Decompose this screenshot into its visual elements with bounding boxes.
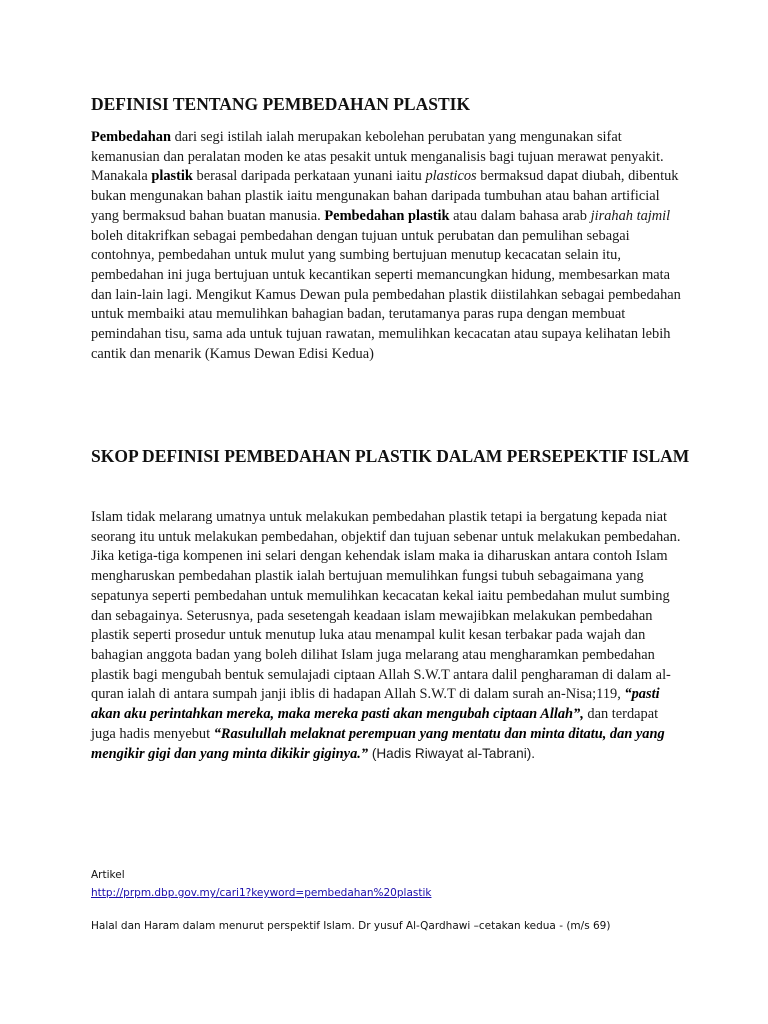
text-run: bermaksud dapat diubah, dibentuk bukan mengunakan bahan plastik iaitu mengunakan bahan daripada tumbuhan atau bahan artificial yang bermaksud bahan buatan manusia. (91, 168, 679, 224)
text-run: Islam tidak melarang umatnya untuk melakukan pembedahan plastik tetapi ia bergatung kepada niat seorang itu untuk melakukan pembedahan, objektif dan tujuan sebenar untuk melakukan pembedahan. Jika ketiga-tiga kompenen ini selari dengan kehendak islam maka ia diharuskan antara contoh Islam mengharuskan pembedahan plastik ialah bertujuan memulihkan fungsi tubuh sebagaimana yang sepatunya seperti pembedahan untuk memulihkan kecacatan kekal iaitu pembedahan mulut sumbing dan sebagainya. Seterusnya, pada sesetengah keadaan islam mewajibkan melakukan pembedahan plastik seperti prosedur untuk menutup luka atau menampal kulit kesan terbakar pada wajah dan bahagian anggota badan yang boleh dilihat Islam juga melarang atau mengharamkan pembedahan plastik bagi mengubah bentuk semulajadi ciptaan Allah S.W.T antara dalil pengharaman di dalam al-quran ialah di antara sumpah janji iblis di hadapan Allah S.W.T di dalam surah an-Nisa;119, (91, 509, 681, 703)
section-heading-skop (91, 444, 691, 469)
text-run: berasal daripada perkataan yunani iaitu (192, 168, 426, 185)
text-run: plastik (151, 168, 193, 185)
reference-link[interactable]: http://prpm.dbp.gov.my/cari1?keyword=pembedahan%20plastik (91, 887, 432, 899)
heading-line: SKOP DEFINISI PEMBEDAHAN PLASTIK DALAM PERSEPEKTIF ISLAM (91, 446, 690, 466)
text-run: dan terdapat juga hadis menyebut (91, 706, 659, 742)
paragraph-definisi (91, 128, 681, 364)
text-run: plasticos (425, 168, 477, 185)
text-run: “Rasulullah melaknat perempuan yang mentatu dan minta ditatu, dan yang mengikir gigi dan yang minta dikikir giginya.” (91, 725, 665, 763)
text-run: atau dalam bahasa arab (449, 207, 591, 224)
text-run: boleh ditakrifkan sebagai pembedahan dengan tujuan untuk perubatan dan pemulihan sebagai contohnya, pembedahan untuk mulut yang sumbing bertujuan menutup kecacatan selain itu, pembedahan ini juga bertujuan untuk kecantikan seperti memancungkan hidung, membesarkan mata dan lain-lain lagi. Mengikut Kamus Dewan pula pembedahan plastik diistilahkan sebagai pembedahan untuk membaiki atau memulihkan bahagian badan, terutamanya paras rupa dengan membuat pemindahan tisu, sama ada untuk tujuan rawatan, memulihkan kecacatan atau supaya kelihatan lebih cantik dan menarik (Kamus Dewan Edisi Kedua) (91, 227, 681, 362)
text-run: jirahah tajmil (590, 207, 671, 224)
text-run: Pembedahan plastik (324, 207, 450, 224)
reference-label: Artikel (91, 869, 125, 881)
section-heading-definisi: DEFINISI TENTANG PEMBEDAHAN PLASTIK (91, 94, 471, 114)
text-run: Pembedahan (91, 129, 171, 145)
paragraph-skop (91, 508, 681, 765)
text-run: (Hadis Riwayat al-Tabrani). (368, 746, 536, 762)
text-run: dari segi istilah ialah merupakan kebolehan perubatan yang mengunakan sifat kemanusian dan peralatan moden ke atas pesakit untuk menganalisis bagi tujuan merawat penyakit. Manakala (91, 129, 664, 185)
text-run: “pasti akan aku perintahkan mereka, maka mereka pasti akan mengubah ciptaan Allah”, (91, 686, 660, 723)
reference-book: Halal dan Haram dalam menurut perspektif Islam. Dr yusuf Al-Qardhawi –cetakan kedua - (m/s 69) (91, 920, 611, 932)
